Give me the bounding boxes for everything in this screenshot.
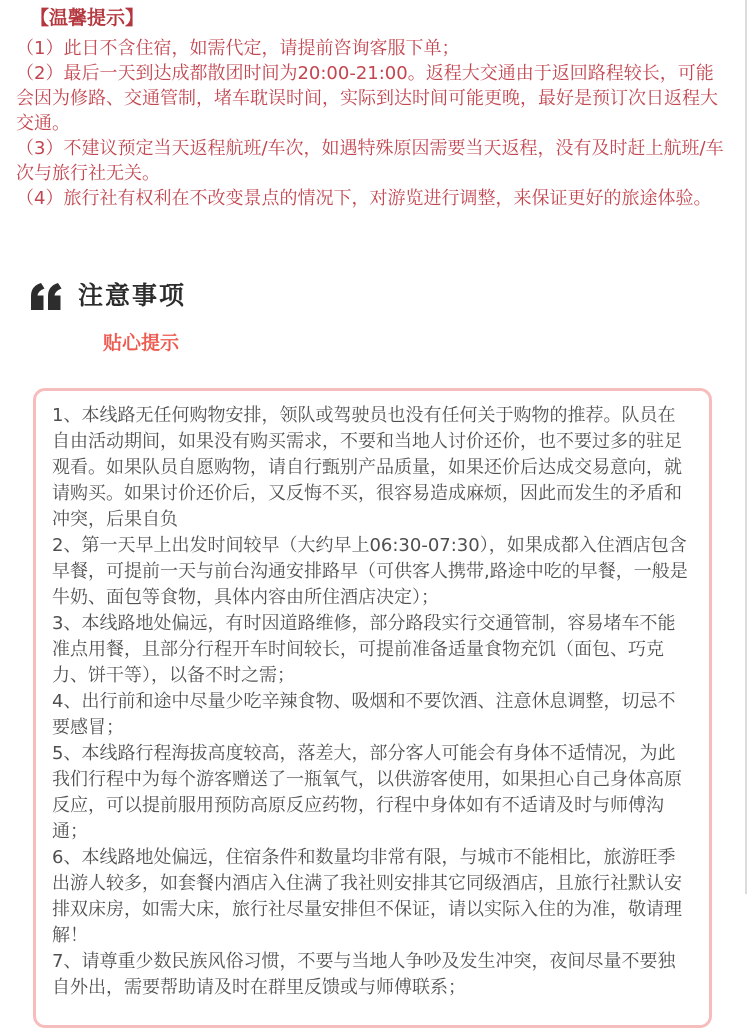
right-border-line xyxy=(745,0,747,894)
notice-subtitle: 贴心提示 xyxy=(103,332,180,354)
notice-item: 1、本线路无任何购物安排，领队或驾驶员也没有任何关于购物的推荐。队员在自由活动期间，如果没有购买需求，不要和当地人讨价还价，也不要过多的驻足观看。如果队员自愿购物，请自行甄别产品质量，如果还价后达成交易意向，就请购买。如果讨价还价后，又反悔不买，很容易造成麻烦，因此而发生的矛盾和冲突，后果自负 xyxy=(52,405,682,530)
notice-item: 5、本线路行程海拔高度较高，落差大，部分客人可能会有身体不适情况，为此我们行程中为每个游客赠送了一瓶氧气，以供游客使用，如果担心自己身体高原反应，可以提前服用预防高原反应药物，行程中身体如有不适请及时与师傅沟通； xyxy=(52,743,682,842)
notice-title-row xyxy=(30,281,747,311)
warm-tips-title: 【温馨提示】 xyxy=(30,7,145,29)
notice-header xyxy=(0,281,747,355)
notice-item: 4、出行前和途中尽量少吃辛辣食物、吸烟和不要饮酒、注意休息调整，切忌不要感冒； xyxy=(52,691,676,738)
quote-icon xyxy=(30,282,64,311)
notice-title: 注意事项 xyxy=(78,281,187,310)
warm-tip-item: （3）不建议预定当天返程航班/车次，如遇特殊原因需要当天返程，没有及时赶上航班/车次与旅行社无关。 xyxy=(16,138,724,184)
notice-item: 2、第一天早上出发时间较早（大约早上06:30-07:30），如果成都入住酒店包含早餐，可提前一天与前台沟通安排路早（可供客人携带,路途中吃的早餐，一般是牛奶、面包等食物，具体内容由所住酒店决定）； xyxy=(52,535,688,608)
warm-tip-item: （2）最后一天到达成都散团时间为20:00-21:00。返程大交通由于返回路程较长，可能会因为修路、交通管制，堵车耽误时间，实际到达时间可能更晚，最好是预订次日返程大交通。 xyxy=(16,63,718,134)
warm-tip-item: （1）此日不含住宿，如需代定，请提前咨询客服下单； xyxy=(16,38,460,59)
notice-tips-box xyxy=(33,388,712,1028)
warm-tips-section xyxy=(0,0,747,211)
notice-item: 7、请尊重少数民族风俗习惯，不要与当地人争吵及发生冲突，夜间尽量不要独自外出，需要帮助请及时在群里反馈或与师傅联系； xyxy=(52,951,676,998)
warm-tip-item: （4）旅行社有权利在不改变景点的情况下，对游览进行调整，来保证更好的旅途体验。 xyxy=(16,188,712,209)
notice-item: 6、本线路地处偏远，住宿条件和数量均非常有限，与城市不能相比，旅游旺季出游人较多，如套餐内酒店入住满了我社则安排其它同级酒店，且旅行社默认安排双床房，如需大床，旅行社尽量安排但不保证，请以实际入住的为准，敬请理解！ xyxy=(52,847,682,946)
notice-item: 3、本线路地处偏远，有时因道路维修，部分路段实行交通管制，容易堵车不能准点用餐，且部分行程开车时间较长，可提前准备适量食物充饥（面包、巧克力、饼干等），以备不时之需； xyxy=(52,613,676,686)
